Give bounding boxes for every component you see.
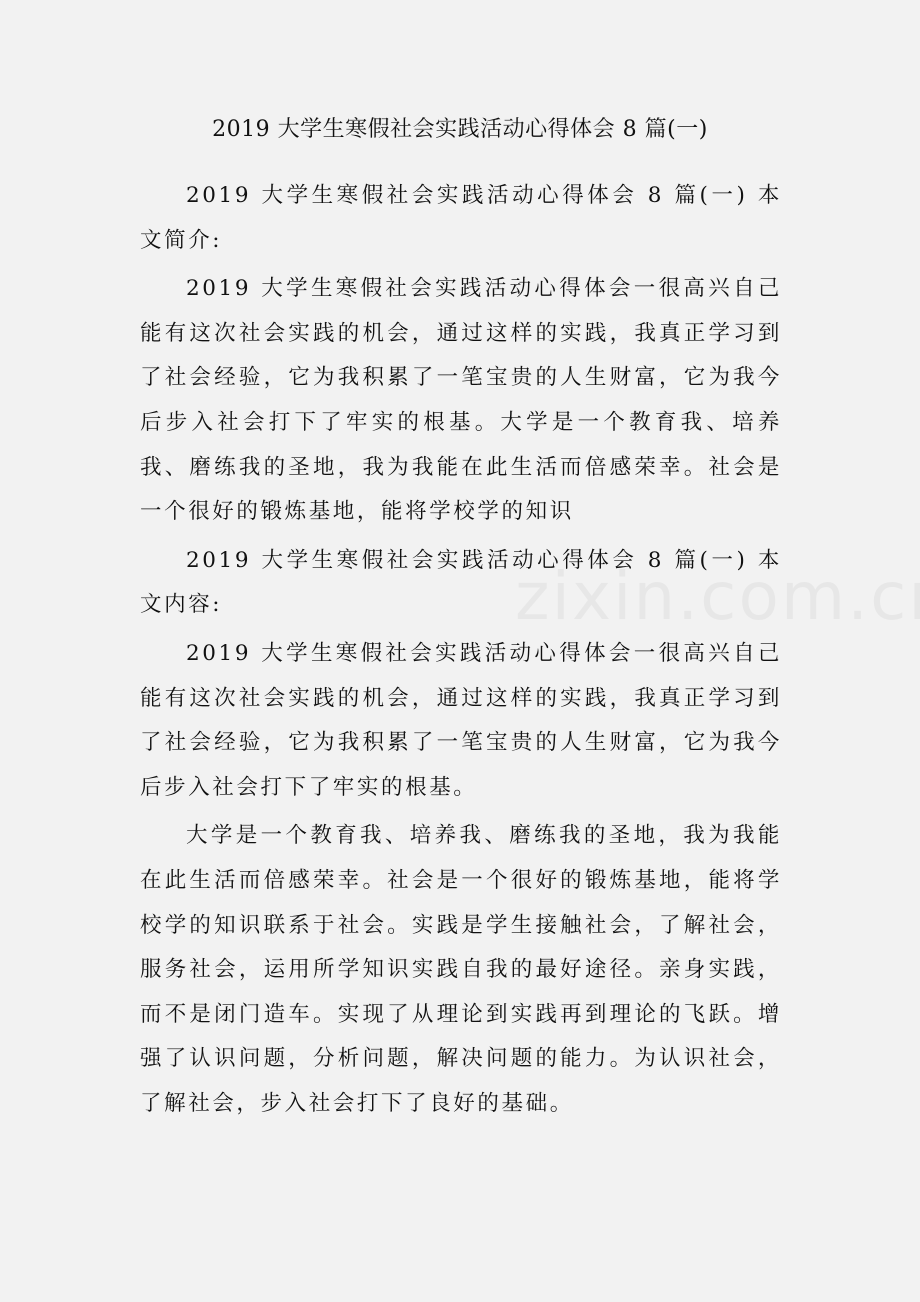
summary-heading: 2019 大学生寒假社会实践活动心得体会 8 篇(一) 本文简介: <box>140 183 782 253</box>
content-heading: 2019 大学生寒假社会实践活动心得体会 8 篇(一) 本文内容: <box>140 547 782 618</box>
summary-paragraph: 2019 大学生寒假社会实践活动心得体会一很高兴自己能有这次社会实践的机会，通过这样的实践，我真正学习到了社会经验，它为我积累了一笔宝贵的人生财富，它为我今后步入社会打下了牢实的根基。大学是一个教育我、培养我、磨练我的圣地，我为我能在此生活而倍感荣幸。社会是一个很好的锻炼基地，能将学校学的知识 <box>140 276 782 525</box>
document-title: 2019 大学生寒假社会实践活动心得体会 8 篇(一) <box>212 117 708 142</box>
content-paragraph-1: 2019 大学生寒假社会实践活动心得体会一很高兴自己能有这次社会实践的机会，通过这样的实践，我真正学习到了社会经验，它为我积累了一笔宝贵的人生财富，它为我今后步入社会打下了牢实的根基。 <box>140 640 782 800</box>
document-body <box>140 174 782 1130</box>
content-paragraph-2: 大学是一个教育我、培养我、磨练我的圣地，我为我能在此生活而倍感荣幸。社会是一个很好的锻炼基地，能将学校学的知识联系于社会。实践是学生接触社会，了解社会，服务社会，运用所学知识实践自我的最好途径。亲身实践，而不是闭门造车。实现了从理论到实践再到理论的飞跃。增强了认识问题，分析问题，解决问题的能力。为认识社会，了解社会，步入社会打下了良好的基础。 <box>140 823 782 1116</box>
